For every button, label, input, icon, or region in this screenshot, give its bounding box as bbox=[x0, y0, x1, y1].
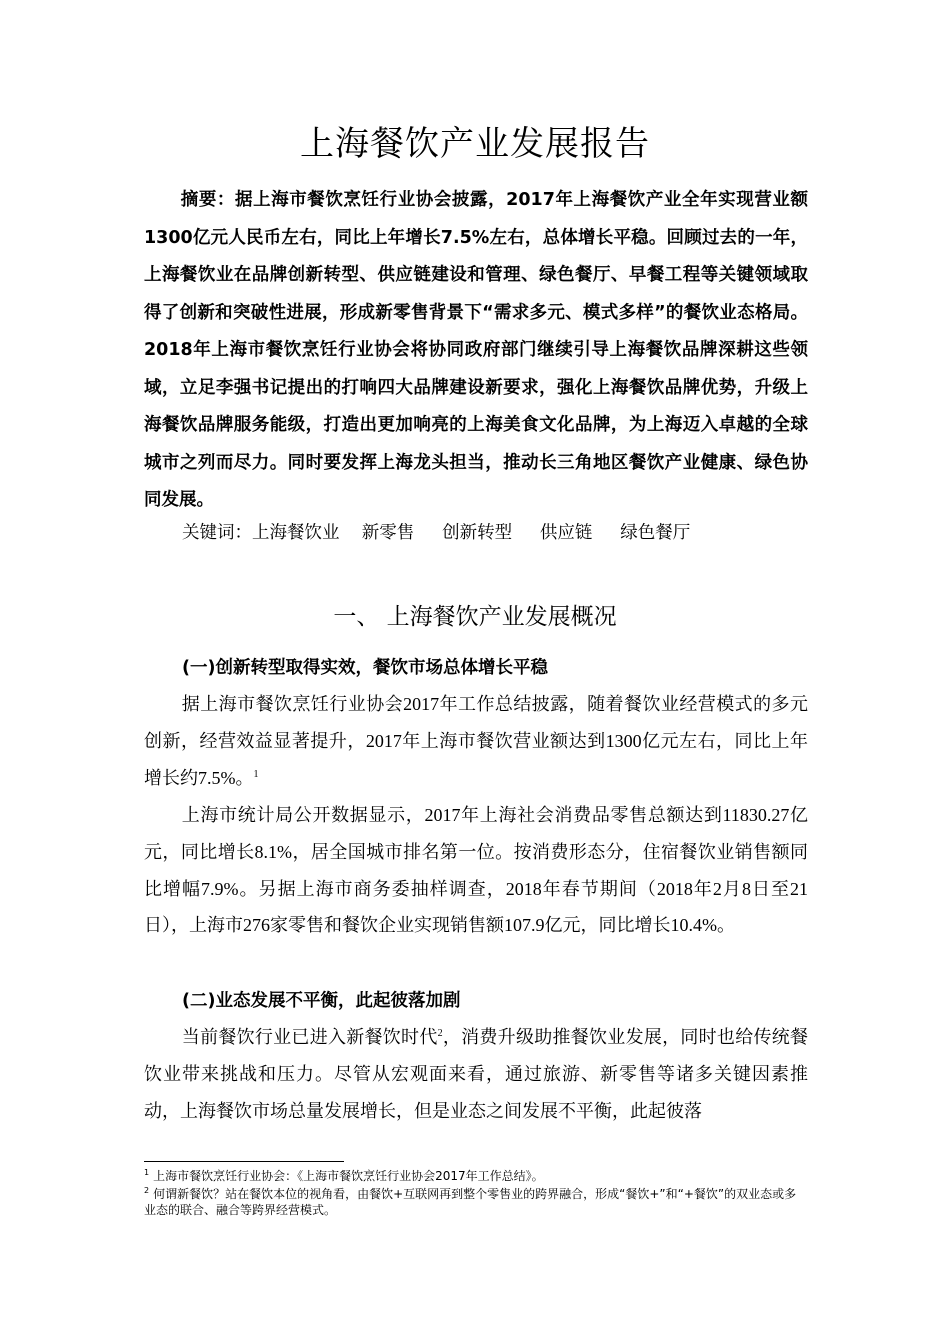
footnote-text: 上海市餐饮烹饪行业协会：《上海市餐饮烹饪行业协会2017年工作总结》。 bbox=[153, 1169, 544, 1183]
footnotes bbox=[144, 1168, 808, 1220]
section-heading: 一、 上海餐饮产业发展概况 bbox=[333, 604, 617, 630]
footnote-number: 2 bbox=[144, 1186, 150, 1195]
paragraph-text: 据上海市餐饮烹饪行业协会2017年工作总结披露，随着餐饮业经营模式的多元创新，经营效益显著提升，2017年上海市餐饮营业额达到1300亿元左右，同比上年增长约7.5%。 bbox=[144, 694, 808, 788]
body-paragraph-2: 上海市统计局公开数据显示，2017年上海社会消费品零售总额达到11830.27亿元，同比增长8.1%，居全国城市排名第一位。按消费形态分，住宿餐饮业销售额同比增幅7.9%。另据上海市商务委抽样调查，2018年春节期间（2018年2月8日至21日），上海市276家零售和餐饮企业实现销售额107.9亿元，同比增长10.4%。 bbox=[144, 805, 808, 936]
subsection-heading-1: (一)创新转型取得实效，餐饮市场总体增长平稳 bbox=[182, 658, 548, 678]
keywords-line: 关键词：上海餐饮业 新零售 创新转型 供应链 绿色餐厅 bbox=[182, 523, 691, 543]
footnote-text: 何谓新餐饮？站在餐饮本位的视角看，由餐饮+互联网再到整个零售业的跨界融合，形成“餐饮+”和“+餐饮”的双业态或多业态的联合、融合等跨界经营模式。 bbox=[144, 1187, 797, 1217]
subsection-heading-2: (二)业态发展不平衡，此起彼落加剧 bbox=[182, 991, 461, 1011]
body-paragraph-3 bbox=[144, 1019, 808, 1129]
footnote-ref-2[interactable]: 2 bbox=[437, 1028, 443, 1039]
footnote-2 bbox=[144, 1186, 808, 1218]
footnote-1 bbox=[144, 1168, 808, 1184]
footnote-separator bbox=[144, 1161, 344, 1162]
paragraph-text: ，消费升级助推餐饮业发展，同时也给传统餐饮业带来挑战和压力。尽管从宏观面来看，通过旅游、新零售等诸多关键因素推动，上海餐饮市场总量发展增长，但是业态之间发展不平衡，此起彼落 bbox=[144, 1027, 809, 1121]
footnote-number: 1 bbox=[144, 1168, 150, 1177]
abstract-paragraph: 摘要：据上海市餐饮烹饪行业协会披露，2017年上海餐饮产业全年实现营业额1300亿元人民币左右，同比上年增长7.5%左右，总体增长平稳。回顾过去的一年，上海餐饮业在品牌创新转型、供应链建设和管理、绿色餐厅、早餐工程等关键领域取得了创新和突破性进展，形成新零售背景下“需求多元、模式多样”的餐饮业态格局。2018年上海市餐饮烹饪行业协会将协同政府部门继续引导上海餐饮品牌深耕这些领域，立足李强书记提出的打响四大品牌建设新要求，强化上海餐饮品牌优势，升级上海餐饮品牌服务能级，打造出更加响亮的上海美食文化品牌，为上海迈入卓越的全球城市之列而尽力。同时要发挥上海龙头担当，推动长三角地区餐饮产业健康、绿色协同发展。 bbox=[144, 190, 808, 510]
footnote-ref-1[interactable]: 1 bbox=[253, 768, 259, 780]
paragraph-text: 当前餐饮行业已进入新餐饮时代 bbox=[181, 1027, 438, 1047]
body-paragraph-1 bbox=[144, 686, 808, 796]
document-title: 上海餐饮产业发展报告 bbox=[300, 124, 650, 164]
